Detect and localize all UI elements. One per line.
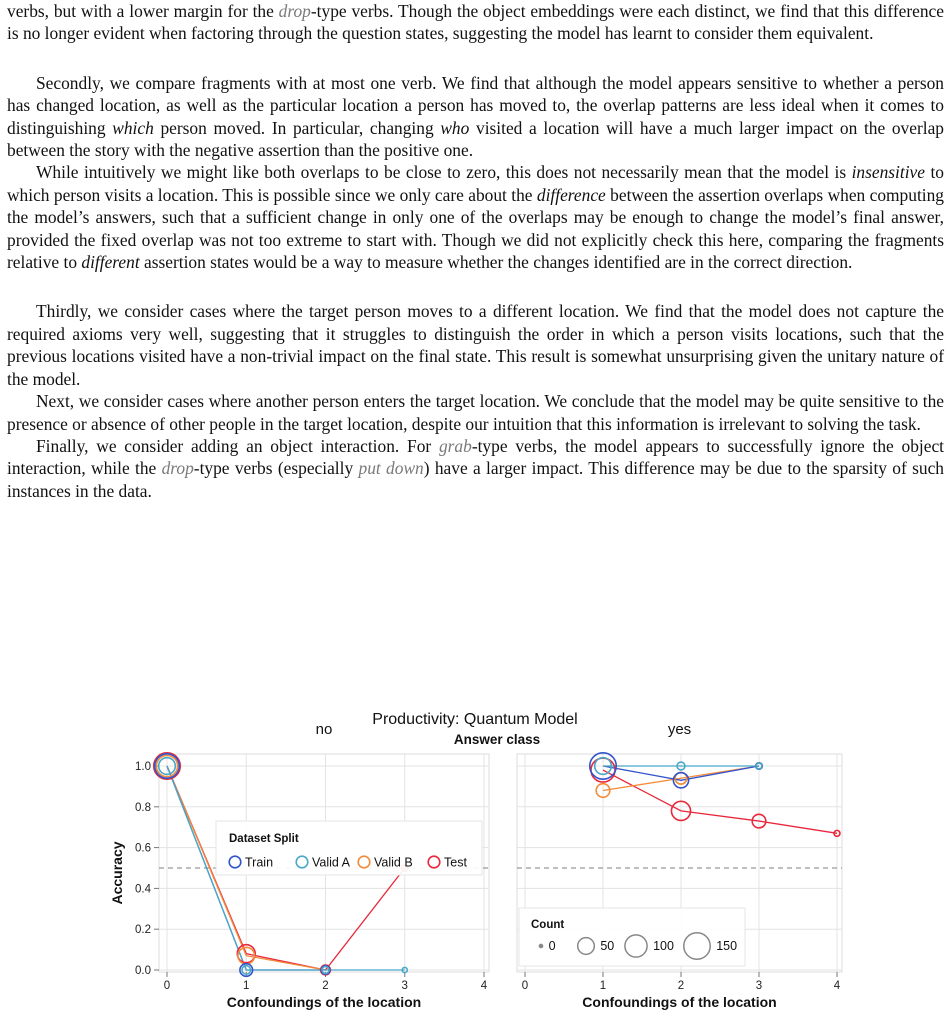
chart-title: Productivity: Quantum Model <box>372 711 578 728</box>
paragraph-p1 <box>7 72 944 162</box>
emphasis-plain: different <box>81 252 140 273</box>
emphasis-term: put down <box>358 458 424 479</box>
size-legend-title: Count <box>531 919 565 931</box>
paragraph-p2 <box>7 161 944 273</box>
x-tick-label: 3 <box>401 980 408 992</box>
legend-entry-label: Test <box>444 855 467 870</box>
size-legend-label: 100 <box>653 939 674 953</box>
legend-entry-label: Valid A <box>312 855 350 870</box>
paragraph-p5 <box>7 435 944 502</box>
text-run: between the assertion overlaps when computing the model’s answers, such that a sufficient change in only one of the overlaps may be enough to change the model’s final answer, provided the fixed overlap was not too extreme to start with. Though we did not explicitly check this here, comparing the fragments relative to <box>7 184 944 273</box>
size-legend-box <box>519 908 745 966</box>
legend-title: Dataset Split <box>229 833 299 845</box>
emphasis-term: drop <box>161 458 194 479</box>
text-run: While intuitively we might like both overlaps to be close to zero, this does not necessarily mean that the model is <box>36 162 852 183</box>
x-tick-label: 0 <box>521 980 529 992</box>
text-run: assertion states would be a way to measure whether the changes identified are in the correct direction. <box>139 252 853 273</box>
emphasis-plain: insensitive <box>851 162 925 183</box>
text-run: visited a location will have a much larger impact on the overlap between the story with the negative assertion than the positive one. <box>7 117 944 161</box>
emphasis-term: drop <box>278 1 311 21</box>
figure-productivity-quantum-model <box>0 700 951 1025</box>
y-tick-label: 1.0 <box>135 761 151 773</box>
x-axis-label: Confoundings of the location <box>582 994 777 1010</box>
paragraph-p3 <box>7 300 944 390</box>
size-legend-label: 0 <box>548 939 556 953</box>
body-text <box>7 0 944 502</box>
x-tick-label: 4 <box>480 980 488 992</box>
paragraph-p4 <box>7 390 944 435</box>
text-run: verbs, but with a lower margin for the <box>7 1 279 21</box>
emphasis-plain: difference <box>536 184 606 205</box>
y-tick-label: 0.6 <box>135 842 151 855</box>
paper-page <box>7 0 944 502</box>
text-run: to which person visits a location. This is possible since we only care about the <box>7 162 944 205</box>
text-run: Thirdly, we consider cases where the target person moves to a different location. We find that the model does not capture the required axioms very well, suggesting that it struggles to distinguish the order in which a person visits locations, such that the previous locations visited have a non-trivial impact on the final state. This result is somewhat unsurprising given the unitary nature of the model. <box>7 301 944 389</box>
legend-dataset-split <box>216 821 482 875</box>
y-tick-label: 0.2 <box>135 924 151 937</box>
text-run: -type verbs (especially <box>193 458 359 479</box>
x-tick-label: 3 <box>755 980 763 992</box>
text-run: ) have a larger impact. This difference may be due to the sparsity of such instances in the data. <box>7 458 944 501</box>
x-tick-label: 1 <box>599 980 607 992</box>
x-tick-label: 4 <box>833 980 841 992</box>
x-tick-label: 2 <box>322 980 329 992</box>
size-legend-label: 150 <box>716 939 738 953</box>
emphasis-plain: who <box>440 117 470 138</box>
y-tick-label: 0.4 <box>135 883 151 896</box>
x-tick-label: 2 <box>677 980 685 992</box>
paragraph-p0 <box>7 0 944 45</box>
y-axis-label: Accuracy <box>109 841 125 905</box>
text-run: Next, we consider cases where another person enters the target location. We conclude that the model may be quite sensitive to the presence or absence of other people in the target location, despite our intuition that this information is irrelevant to solving the task. <box>7 391 944 434</box>
text-run: -type verbs, the model appears to successfully ignore the object interaction, while the <box>7 435 944 479</box>
x-tick-label: 0 <box>163 980 171 992</box>
size-legend-swatch <box>539 944 542 947</box>
text-run: -type verbs. Though the object embeddings were each distinct, we find that this difference is no longer evident when factoring through the question states, suggesting the model has learnt to consider them equivalent. <box>7 1 944 44</box>
panel-yes <box>517 721 842 1010</box>
y-tick-label: 0.0 <box>135 965 151 977</box>
text-run: Secondly, we compare fragments with at most one verb. We find that although the model appears sensitive to whether a person has changed location, as well as the particular location a person has moved to, the overlap patterns are less ideal when it comes to distinguishing <box>7 72 944 138</box>
emphasis-term: grab <box>438 435 472 456</box>
size-legend-label: 50 <box>600 939 615 953</box>
text-run: Finally, we consider adding an object interaction. For <box>36 435 439 456</box>
legend-entry-label: Valid B <box>374 855 413 870</box>
facet-label: no <box>315 721 333 738</box>
facet-label: yes <box>667 721 692 738</box>
text-run: person moved. In particular, changing <box>153 117 441 138</box>
y-tick-label: 0.8 <box>135 801 151 814</box>
legend-entry-label: Train <box>245 855 274 870</box>
paragraph-gap <box>7 45 944 72</box>
x-tick-label: 1 <box>243 980 250 992</box>
chart-subtitle: Answer class <box>453 732 541 747</box>
emphasis-plain: which <box>112 117 154 138</box>
x-axis-label: Confoundings of the location <box>226 994 422 1010</box>
chart-svg <box>0 700 951 1025</box>
legend-count <box>519 908 745 966</box>
paragraph-gap <box>7 273 944 300</box>
